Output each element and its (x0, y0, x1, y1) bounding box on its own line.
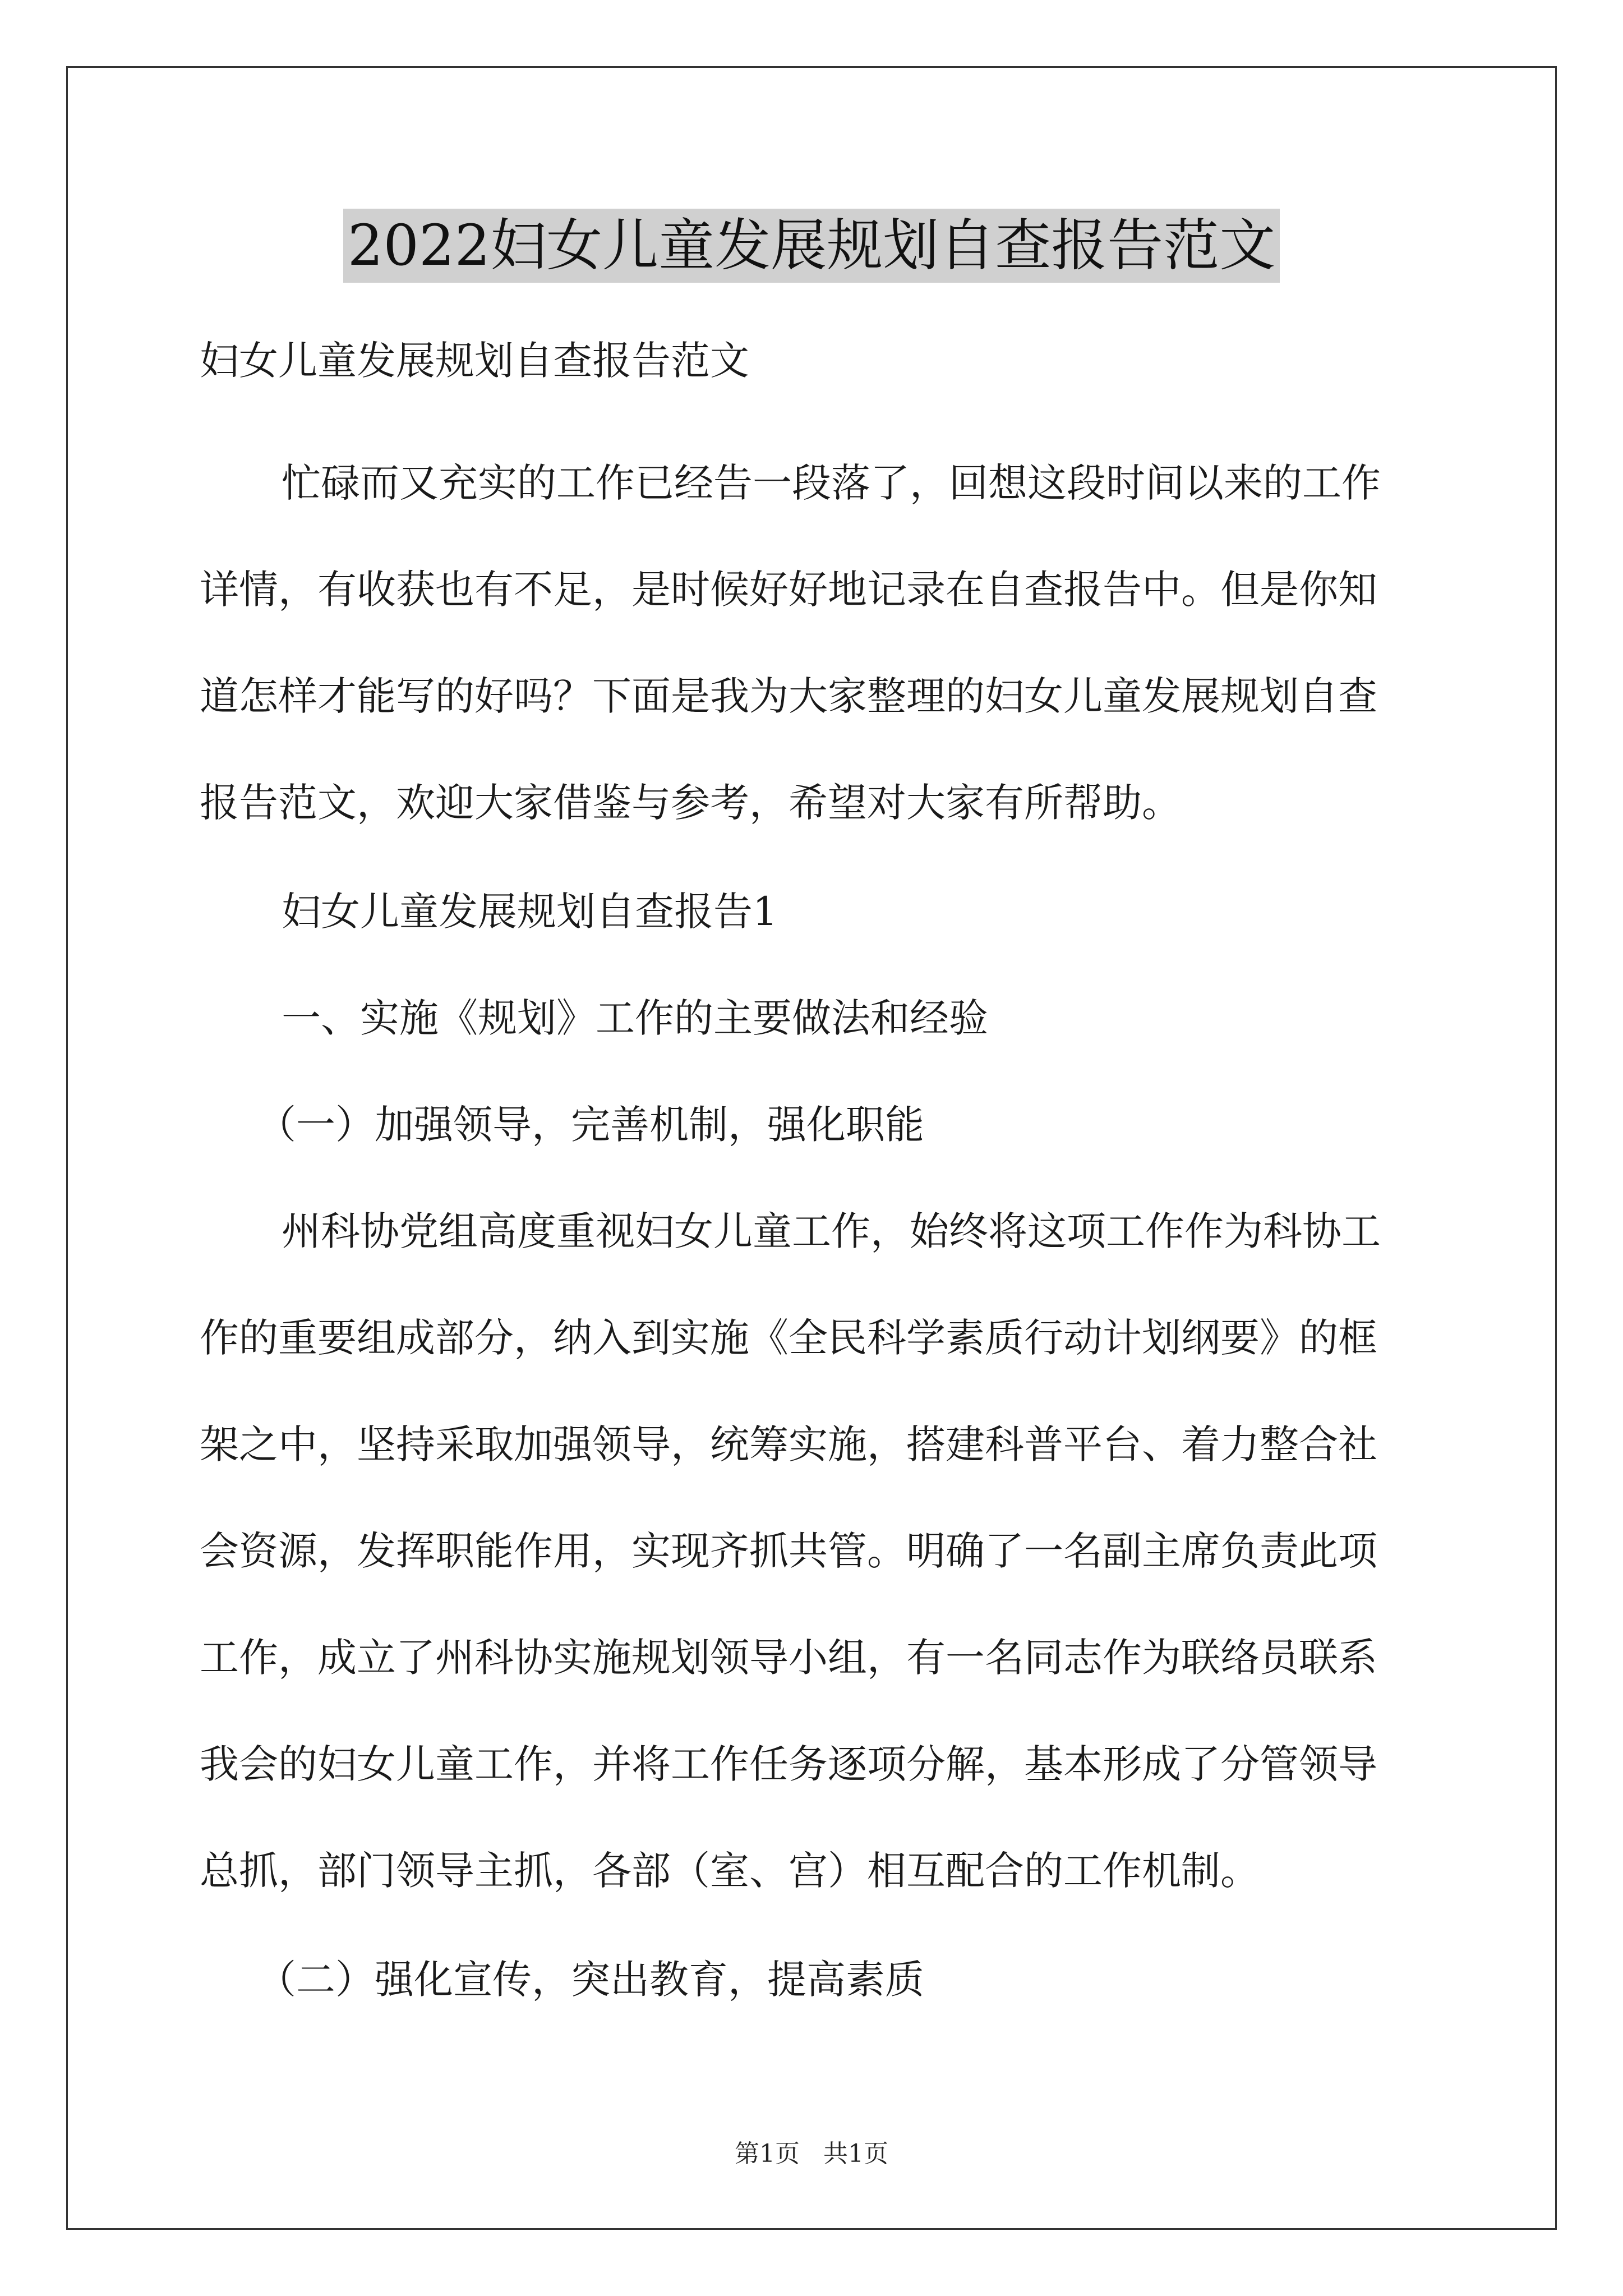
document-title: 2022妇女儿童发展规划自查报告范文 (343, 209, 1280, 283)
paragraph-line: 道怎样才能写的好吗？下面是我为大家整理的妇女儿童发展规划自查 (200, 673, 1377, 719)
paragraph-line: 作的重要组成部分，纳入到实施《全民科学素质行动计划纲要》的框 (200, 1315, 1377, 1361)
subsection-heading: （一）加强领导，完善机制，强化职能 (257, 1102, 924, 1148)
subtitle-line: 妇女儿童发展规划自查报告范文 (200, 338, 749, 384)
section-heading: 妇女儿童发展规划自查报告1 (282, 889, 778, 935)
paragraph-line: 工作，成立了州科协实施规划领导小组，有一名同志作为联络员联系 (200, 1635, 1377, 1681)
title-block (0, 209, 1623, 283)
paragraph-line: 会资源，发挥职能作用，实现齐抓共管。明确了一名副主席负责此项 (200, 1528, 1377, 1574)
page-number: 第1页 (735, 2139, 800, 2168)
paragraph-line: 架之中，坚持采取加强领导，统筹实施，搭建科普平台、着力整合社 (200, 1421, 1377, 1467)
subsection-heading: （二）强化宣传，突出教育，提高素质 (257, 1957, 924, 2003)
section-heading: 一、实施《规划》工作的主要做法和经验 (282, 995, 988, 1041)
paragraph-line: 我会的妇女儿童工作，并将工作任务逐项分解，基本形成了分管领导 (200, 1741, 1377, 1787)
paragraph-line: 州科协党组高度重视妇女儿童工作，始终将这项工作作为科协工 (282, 1208, 1381, 1254)
paragraph-line: 总抓，部门领导主抓，各部（室、宫）相互配合的工作机制。 (200, 1848, 1260, 1894)
paragraph-line: 报告范文，欢迎大家借鉴与参考，希望对大家有所帮助。 (200, 780, 1181, 826)
page-footer (0, 2138, 1623, 2170)
paragraph-line: 详情，有收获也有不足，是时候好好地记录在自查报告中。但是你知 (200, 567, 1377, 613)
paragraph-line: 忙碌而又充实的工作已经告一段落了，回想这段时间以来的工作 (282, 460, 1381, 506)
page-total: 共1页 (823, 2139, 888, 2168)
